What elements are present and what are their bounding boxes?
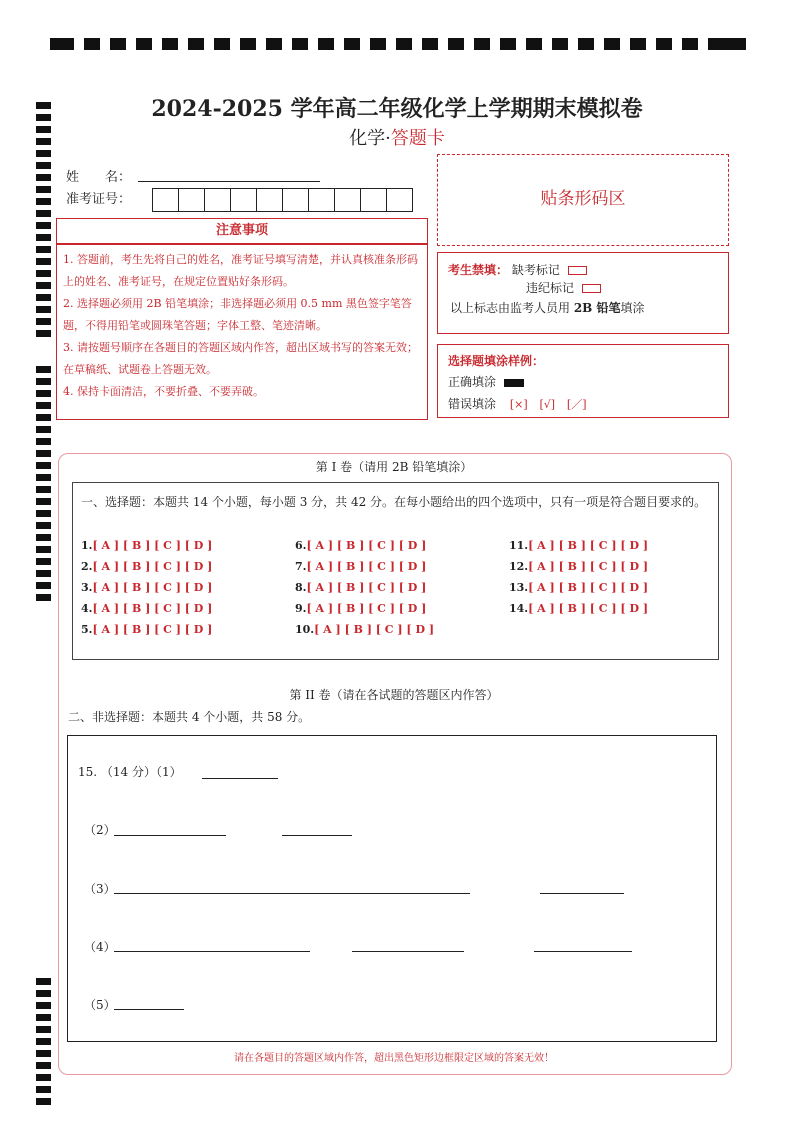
- question-number: 13.: [509, 581, 529, 594]
- choice-options[interactable]: [ A ] [ B ] [ C ] [ D ]: [528, 581, 649, 594]
- violation-mark-box[interactable]: [582, 284, 601, 293]
- question-number: 3.: [81, 581, 93, 594]
- sample-heading: 选择题填涂样例：: [448, 354, 545, 368]
- choice-options[interactable]: [ A ] [ B ] [ C ] [ D ]: [528, 560, 649, 573]
- id-box[interactable]: [386, 188, 413, 212]
- notice-item: 1. 答题前，考生先将自己的姓名，准考证号填写清楚，并认真核准条形码上的姓名、准考证号，在规定位置贴好条形码。: [63, 253, 418, 288]
- answer-line[interactable]: [540, 893, 624, 894]
- question-number: 10.: [295, 623, 315, 636]
- ban-note-bold: 2B 铅笔: [573, 301, 621, 315]
- page-title: 2024-2025 学年高二年级化学上学期期末模拟卷: [151, 96, 643, 122]
- question-number: 8.: [295, 581, 307, 594]
- ban-label: 考生禁填：: [448, 263, 509, 277]
- notice-item: 3. 请按题号顺序在各题目的答题区域内作答，超出区域书写的答案无效；在草稿纸、试题卷上答题无效。: [63, 341, 418, 376]
- part2-instruction: 二、非选择题：本题共 4 个小题，共 58 分。: [68, 710, 311, 724]
- sub5-label: （5）: [84, 998, 116, 1012]
- sub2-label: （2）: [84, 823, 116, 837]
- id-box[interactable]: [204, 188, 231, 212]
- absent-mark-label: 缺考标记: [511, 263, 560, 277]
- wrong-mark: [×]: [509, 398, 528, 411]
- answer-line[interactable]: [114, 951, 310, 952]
- choice-options[interactable]: [ A ] [ B ] [ C ] [ D ]: [306, 581, 427, 594]
- choice-row[interactable]: [295, 623, 434, 636]
- answer-line[interactable]: [114, 835, 226, 836]
- notice-item: 4. 保持卡面清洁，不要折叠、不要弄破。: [63, 385, 264, 398]
- choice-options[interactable]: [ A ] [ B ] [ C ] [ D ]: [306, 602, 427, 615]
- footer-warning: 请在各题目的答题区域内作答，超出黑色矩形边框限定区域的答案无效！: [234, 1053, 554, 1064]
- id-box[interactable]: [230, 188, 257, 212]
- choice-row[interactable]: [509, 581, 648, 594]
- id-box[interactable]: [152, 188, 179, 212]
- id-box[interactable]: [256, 188, 283, 212]
- notice-box: [56, 244, 428, 420]
- choice-options[interactable]: [ A ] [ B ] [ C ] [ D ]: [528, 602, 649, 615]
- question-number: 12.: [509, 560, 529, 573]
- sub4-label: （4）: [84, 940, 116, 954]
- choice-row[interactable]: [81, 539, 212, 552]
- notice-item: 2. 选择题必须用 2B 铅笔填涂；非选择题必须用 0.5 mm 黑色签字笔答题，不得用铅笔或圆珠笔答题；字体工整、笔迹清晰。: [63, 297, 412, 332]
- question-number: 2.: [81, 560, 93, 573]
- part2-heading: 第 II 卷（请在各试题的答题区内作答）: [289, 688, 499, 702]
- correct-fill-mark: [504, 379, 524, 387]
- notice-heading: 注意事项: [56, 218, 428, 244]
- page-subtitle: [0, 124, 794, 150]
- fill-sample-box: [437, 344, 729, 418]
- choice-row[interactable]: [81, 560, 212, 573]
- choice-section: [72, 482, 719, 660]
- sub3-label: （3）: [84, 882, 116, 896]
- name-field[interactable]: [138, 181, 320, 182]
- id-box[interactable]: [178, 188, 205, 212]
- choice-row[interactable]: [295, 560, 426, 573]
- choice-options[interactable]: [ A ] [ B ] [ C ] [ D ]: [92, 560, 213, 573]
- answer-line[interactable]: [352, 951, 464, 952]
- choice-options[interactable]: [ A ] [ B ] [ C ] [ D ]: [306, 539, 427, 552]
- choice-row[interactable]: [295, 602, 426, 615]
- question-number: 4.: [81, 602, 93, 615]
- answer-line[interactable]: [114, 893, 470, 894]
- answer-line[interactable]: [534, 951, 632, 952]
- id-number-boxes[interactable]: [152, 188, 412, 216]
- id-box[interactable]: [360, 188, 387, 212]
- subtitle-suffix: 答题卡: [390, 128, 445, 149]
- ban-note-prefix: 以上标志由监考人员用: [450, 301, 574, 315]
- wrong-mark: [／]: [566, 398, 587, 411]
- question-number: 7.: [295, 560, 307, 573]
- absent-mark-box[interactable]: [568, 266, 587, 275]
- part1-heading: 第 I 卷（请用 2B 铅笔填涂）: [315, 460, 473, 474]
- correct-fill-label: 正确填涂: [448, 375, 497, 389]
- question-number: 1.: [81, 539, 93, 552]
- name-label: 姓 名：: [66, 170, 132, 185]
- question-number: 14.: [509, 602, 529, 615]
- wrong-mark: [√]: [539, 398, 556, 411]
- question-number: 9.: [295, 602, 307, 615]
- id-box[interactable]: [308, 188, 335, 212]
- choice-row[interactable]: [509, 560, 648, 573]
- examiner-only-box: [437, 252, 729, 334]
- answer-line[interactable]: [202, 778, 278, 779]
- answer-line[interactable]: [282, 835, 352, 836]
- choice-options[interactable]: [ A ] [ B ] [ C ] [ D ]: [92, 581, 213, 594]
- id-label: 准考证号：: [66, 192, 132, 207]
- choice-row[interactable]: [295, 539, 426, 552]
- choice-row[interactable]: [295, 581, 426, 594]
- choice-row[interactable]: [509, 539, 648, 552]
- top-alignment-marks: [50, 38, 746, 52]
- choice-options[interactable]: [ A ] [ B ] [ C ] [ D ]: [92, 602, 213, 615]
- question-number: 11.: [509, 539, 529, 552]
- question-number: 5.: [81, 623, 93, 636]
- part1-instruction: 一、选择题：本题共 14 个小题，每小题 3 分，共 42 分。在每小题给出的四个选项中，只有一项是符合题目要求的。: [81, 495, 707, 509]
- q15-answer-box: [67, 735, 717, 1042]
- choice-options[interactable]: [ A ] [ B ] [ C ] [ D ]: [528, 539, 649, 552]
- choice-row[interactable]: [81, 602, 212, 615]
- choice-options[interactable]: [ A ] [ B ] [ C ] [ D ]: [306, 560, 427, 573]
- wrong-fill-label: 错误填涂: [448, 397, 497, 411]
- choice-options[interactable]: [ A ] [ B ] [ C ] [ D ]: [92, 539, 213, 552]
- subtitle-prefix: 化学·: [349, 128, 391, 149]
- choice-row[interactable]: [81, 581, 212, 594]
- id-box[interactable]: [334, 188, 361, 212]
- choice-options[interactable]: [ A ] [ B ] [ C ] [ D ]: [314, 623, 435, 636]
- choice-row[interactable]: [509, 602, 648, 615]
- question-number: 6.: [295, 539, 307, 552]
- choice-row[interactable]: [81, 623, 212, 636]
- ban-note-suffix: 填涂: [620, 301, 645, 315]
- barcode-area[interactable]: 贴条形码区: [437, 154, 729, 246]
- choice-options[interactable]: [ A ] [ B ] [ C ] [ D ]: [92, 623, 213, 636]
- id-box[interactable]: [282, 188, 309, 212]
- answer-line[interactable]: [114, 1009, 184, 1010]
- q15-label: 15. （14 分）（1）: [78, 765, 182, 779]
- violation-mark-label: 违纪标记: [526, 281, 575, 295]
